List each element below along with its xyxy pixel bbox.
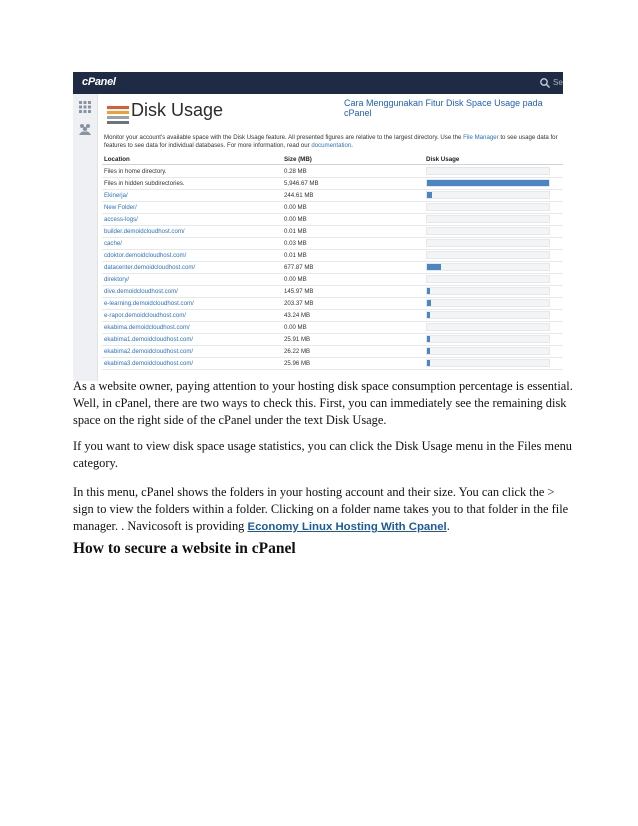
usage-bar-track	[426, 227, 550, 235]
usage-bar-fill	[427, 312, 430, 318]
location-cell[interactable]: e-rapor.demoidcloudhost.com/	[104, 312, 186, 319]
size-cell: 25.96 MB	[284, 360, 311, 367]
page-title: Disk Usage	[131, 100, 224, 120]
cpanel-logo[interactable]: cPanel	[82, 76, 116, 88]
usage-bar-track	[426, 251, 550, 259]
usage-bar-track	[426, 191, 550, 199]
size-cell: 43.24 MB	[284, 312, 311, 319]
usage-bar-track	[426, 323, 550, 331]
location-cell[interactable]: ekabima.demoidcloudhost.com/	[104, 324, 190, 331]
usage-bar-track	[426, 299, 550, 307]
search-icon[interactable]	[539, 77, 551, 89]
search-input[interactable]: Se	[553, 78, 563, 87]
usage-bar-fill	[427, 192, 432, 198]
location-cell[interactable]: dive.demoidcloudhost.com/	[104, 288, 178, 295]
cpanel-sidebar	[73, 94, 98, 381]
location-cell: Files in home directory.	[104, 168, 167, 175]
table-header	[102, 154, 563, 165]
size-cell: 0.03 MB	[284, 240, 307, 247]
cpanel-screenshot	[73, 72, 563, 381]
usage-bar-fill	[427, 360, 430, 366]
size-cell: 0.01 MB	[284, 228, 307, 235]
location-cell[interactable]: ekabima1.demoidcloudhost.com/	[104, 336, 194, 343]
size-cell: 0.28 MB	[284, 168, 307, 175]
usage-bar-fill	[427, 300, 431, 306]
location-cell: Files in hidden subdirectories.	[104, 180, 185, 187]
paragraph-3	[73, 484, 573, 536]
usage-bar-track	[426, 263, 550, 271]
users-icon[interactable]	[78, 122, 92, 136]
size-cell: 244.61 MB	[284, 192, 314, 199]
location-cell[interactable]: access-logs/	[104, 216, 138, 223]
size-column-header[interactable]: Size (MB)	[284, 156, 312, 163]
usage-bar-track	[426, 359, 550, 367]
location-cell[interactable]: New Folder/	[104, 204, 137, 211]
location-cell[interactable]: direktory/	[104, 276, 130, 283]
description-text: Monitor your account's available space with the Disk Usage feature. All presented figures are relative to the largest directory. Use the	[104, 134, 464, 141]
size-cell: 0.00 MB	[284, 276, 307, 283]
file-manager-link[interactable]: File Manager	[463, 134, 499, 141]
location-cell[interactable]: cdoktor.demoidcloudhost.com/	[104, 252, 187, 259]
usage-bar-track	[426, 215, 550, 223]
location-cell[interactable]: builder.demoidcloudhost.com/	[104, 228, 185, 235]
size-cell: 0.00 MB	[284, 324, 307, 331]
section-heading: How to secure a website in cPanel	[73, 540, 296, 557]
paragraph-3-end: .	[446, 519, 450, 533]
usage-bar-fill	[427, 288, 430, 294]
usage-bar-track	[426, 275, 550, 283]
size-cell: 0.00 MB	[284, 204, 307, 211]
usage-bar-fill	[427, 264, 441, 270]
usage-bar-track	[426, 335, 550, 343]
usage-bar-track	[426, 239, 550, 247]
paragraph-2: If you want to view disk space usage statistics, you can click the Disk Usage menu in the Files menu category.	[73, 439, 572, 470]
location-cell[interactable]: datacenter.demoidcloudhost.com/	[104, 264, 196, 271]
usage-bar-track	[426, 167, 550, 175]
location-column-header[interactable]: Location	[104, 156, 130, 163]
usage-bar-track	[426, 311, 550, 319]
size-cell: 5,946.67 MB	[284, 180, 319, 187]
location-cell[interactable]: cache/	[104, 240, 122, 247]
usage-column-header[interactable]: Disk Usage	[426, 156, 460, 163]
description-text: .	[351, 142, 353, 149]
size-cell: 25.91 MB	[284, 336, 311, 343]
usage-bar-track	[426, 203, 550, 211]
description-text: to see usage data for features to see data for individual databases. For more information, read our	[104, 134, 558, 149]
size-cell: 677.87 MB	[284, 264, 314, 271]
location-cell[interactable]: ekabima3.demoidcloudhost.com/	[104, 360, 194, 367]
size-cell: 26.22 MB	[284, 348, 311, 355]
paragraph-3-text: In this menu, cPanel shows the folders in your hosting account and their size. You can click the > sign to view the folders within a folder. Clicking on a folder name takes you to that folder in the file manager. . Navicosoft is providing	[73, 485, 569, 533]
usage-bar-track	[426, 347, 550, 355]
usage-bar-track	[426, 179, 550, 187]
paragraph-1: As a website owner, paying attention to your hosting disk space consumption percentage is essential. Well, in cPanel, there are two ways to check this. First, you can immediately see the remaining disk space on the right side of the cPanel under the text Disk Usage.	[73, 379, 573, 427]
size-cell: 145.97 MB	[284, 288, 314, 295]
usage-bar-fill	[427, 180, 549, 186]
location-cell[interactable]: Ekinerja/	[104, 192, 128, 199]
location-cell[interactable]: ekabima2.demoidcloudhost.com/	[104, 348, 194, 355]
size-cell: 203.37 MB	[284, 300, 314, 307]
grid-icon[interactable]	[78, 100, 92, 114]
usage-bar-track	[426, 287, 550, 295]
documentation-link[interactable]: documentation	[311, 142, 352, 149]
cpanel-topbar	[73, 72, 563, 94]
size-cell: 0.01 MB	[284, 252, 307, 259]
disk-usage-icon	[106, 103, 130, 125]
size-cell: 0.00 MB	[284, 216, 307, 223]
usage-bar-fill	[427, 348, 430, 354]
usage-bar-fill	[427, 336, 430, 342]
description	[104, 134, 563, 150]
location-cell[interactable]: e-learning.demoidcloudhost.com/	[104, 300, 194, 307]
table-row	[102, 357, 563, 370]
economy-hosting-link[interactable]: Economy Linux Hosting With Cpanel	[247, 521, 447, 533]
caption: Cara Menggunakan Fitur Disk Space Usage pada cPanel	[344, 98, 543, 118]
